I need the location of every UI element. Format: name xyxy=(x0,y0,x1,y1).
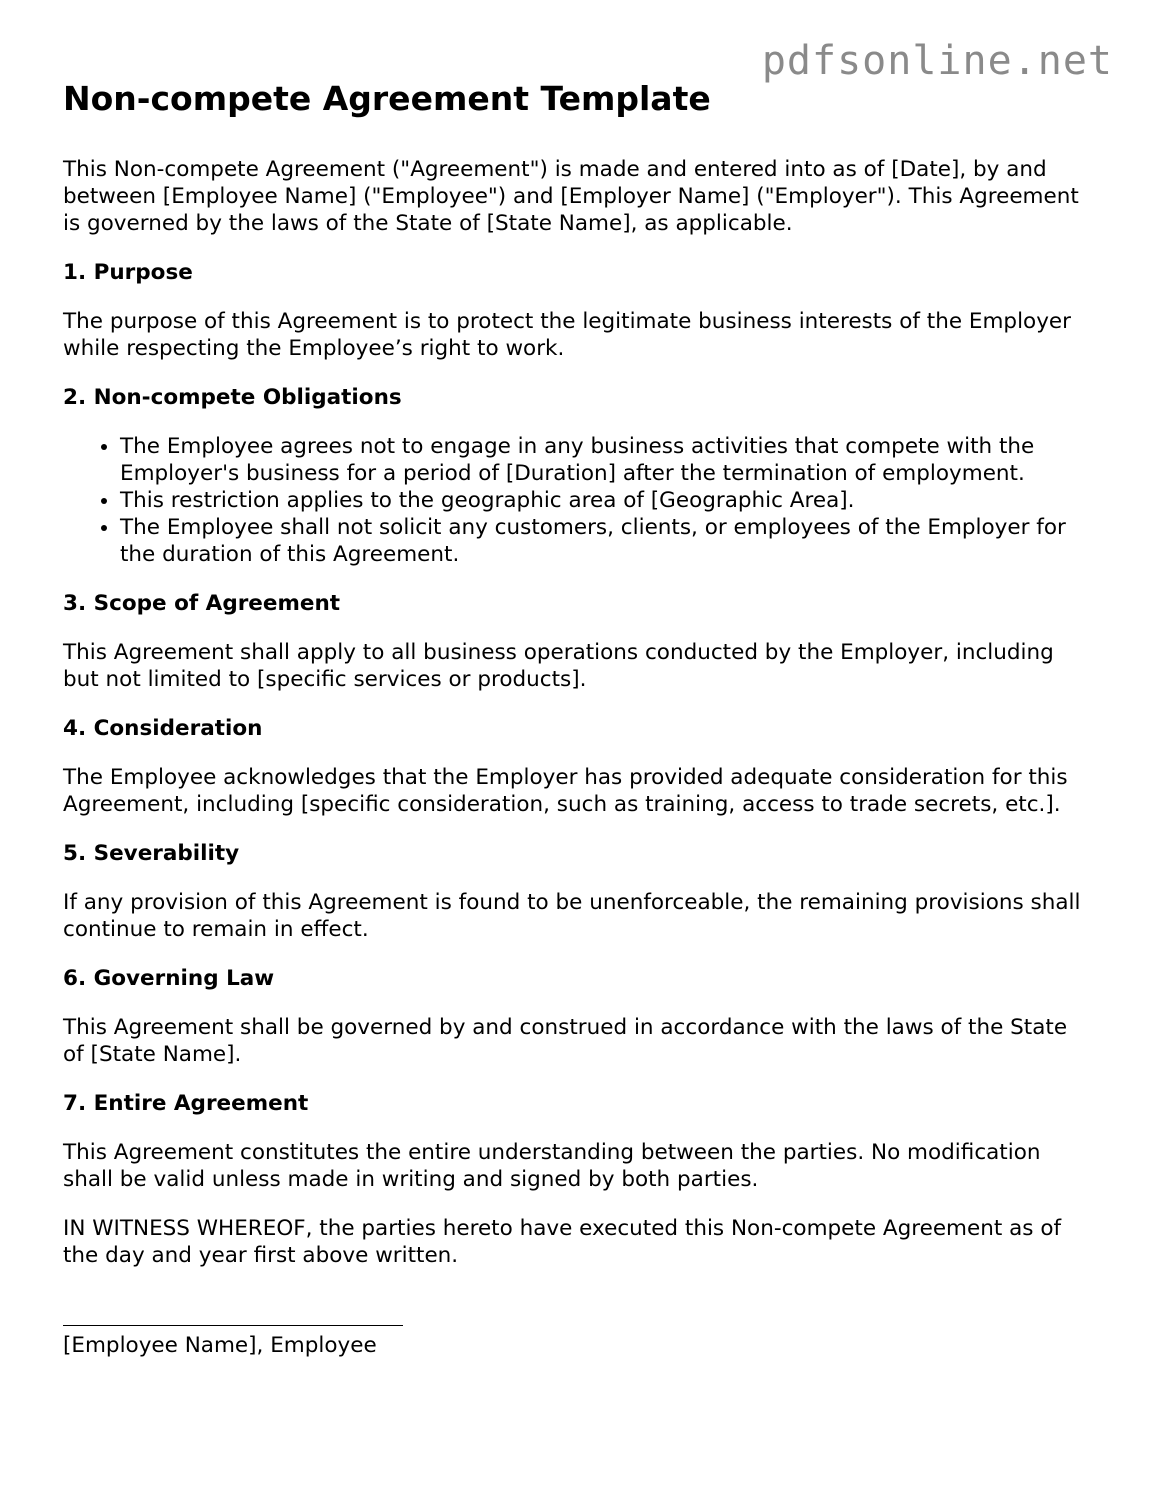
section-body-governing-law: This Agreement shall be governed by and construed in accordance with the laws of the State of [State Name]. xyxy=(63,1015,1068,1067)
section-heading-purpose: 1. Purpose xyxy=(63,260,193,285)
signature-label: [Employee Name], Employee xyxy=(63,1333,377,1358)
witness-paragraph: IN WITNESS WHEREOF, the parties hereto have executed this Non-compete Agreement as of the day and year first above written. xyxy=(63,1216,1062,1268)
document-title: Non-compete Agreement Template xyxy=(63,79,711,118)
signature-line xyxy=(63,1307,403,1326)
section-body-consideration: The Employee acknowledges that the Employer has provided adequate consideration for this Agreement, including [specific consideration, such as training, access to trade secrets, etc.]. xyxy=(63,765,1068,817)
section-heading-scope: 3. Scope of Agreement xyxy=(63,591,341,616)
intro-paragraph: This Non-compete Agreement ("Agreement") is made and entered into as of [Date], by and between [Employee Name] ("Employee") and [Employer Name] ("Employer"). This Agreement is governed by the laws of the State of [State Name], as applicable. xyxy=(63,157,1079,236)
document-body xyxy=(63,78,1093,1359)
list-item: • This restriction applies to the geographic area of [Geographic Area]. xyxy=(120,487,1093,514)
section-heading-consideration: 4. Consideration xyxy=(63,716,263,741)
section-heading-entire-agreement: 7. Entire Agreement xyxy=(63,1091,309,1116)
obligations-list xyxy=(63,433,1093,568)
section-body-entire-agreement: This Agreement constitutes the entire understanding between the parties. No modification shall be valid unless made in writing and signed by both parties. xyxy=(63,1140,1041,1192)
signature-block xyxy=(63,1307,1093,1359)
section-heading-severability: 5. Severability xyxy=(63,841,240,866)
section-body-scope: This Agreement shall apply to all business operations conducted by the Employer, including but not limited to [specific services or products]. xyxy=(63,640,1054,692)
list-item: • The Employee shall not solicit any customers, clients, or employees of the Employer for the duration of this Agreement. xyxy=(120,514,1093,568)
section-heading-obligations: 2. Non-compete Obligations xyxy=(63,385,402,410)
section-body-severability: If any provision of this Agreement is found to be unenforceable, the remaining provisions shall continue to remain in effect. xyxy=(63,890,1081,942)
watermark: pdfsonline.net xyxy=(761,38,1113,84)
section-heading-governing-law: 6. Governing Law xyxy=(63,966,275,991)
list-item: • The Employee agrees not to engage in any business activities that compete with the Employer's business for a period of [Duration] after the termination of employment. xyxy=(120,433,1093,487)
section-body-purpose: The purpose of this Agreement is to protect the legitimate business interests of the Employer while respecting the Employee’s right to work. xyxy=(63,309,1071,361)
